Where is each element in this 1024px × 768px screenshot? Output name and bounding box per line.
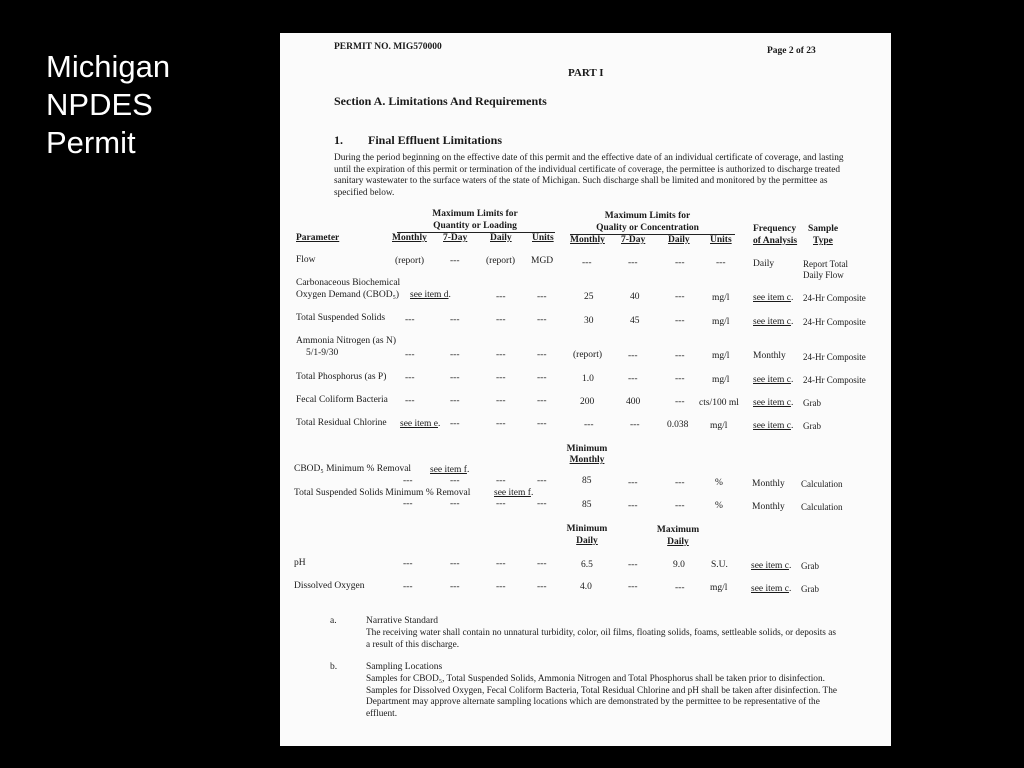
intro-paragraph: During the period beginning on the effective date of this permit and the effective date of an individual certificate of coverage, and lasting until the expiration of this permit or termination of the individual certificate of coverage, the permittee is authorized to discharge treated sanitary wastewater to the surface waters of the state of Michigan. Such discharge shall be limited and monitored by the permittee as specified below. [334, 153, 844, 198]
row-flow-q-monthly: (report) [395, 256, 425, 266]
item-b-title: Sampling Locations [366, 662, 443, 672]
row-flow-sample-1: Report Total [803, 259, 848, 269]
row-tssrem-q-7day: --- [450, 499, 460, 509]
row-cbod-frequency: see item c. [753, 293, 794, 303]
row-tp-q-monthly: --- [405, 373, 415, 383]
row-fc-q-units: --- [537, 396, 547, 406]
row-cbodrem-parameter: CBOD₅ Minimum % Removal [294, 464, 412, 474]
group1-line2: Quantity or Loading [433, 221, 517, 231]
col-parameter: Parameter [296, 233, 340, 243]
row-trc-see-item: see item e. [400, 419, 441, 429]
row-cbod-see-item: see item d. [410, 290, 451, 300]
row-tss-q-7day: --- [450, 315, 460, 325]
row-tssrem-frequency: Monthly [752, 502, 785, 512]
row-flow-frequency: Daily [753, 259, 775, 269]
row-cbodrem-c-units: % [715, 478, 723, 488]
row-nh3-q-units: --- [537, 350, 547, 360]
row-trc-q-daily: --- [496, 419, 506, 429]
page-number: Page 2 of 23 [767, 46, 816, 56]
col-daily-conc: Daily [668, 235, 690, 245]
row-nh3-sample: 24-Hr Composite [803, 352, 866, 362]
row-cbod-parameter-1: Carbonaceous Biochemical [296, 278, 401, 288]
row-cbod-c-monthly: 25 [584, 292, 594, 302]
row-tp-sample: 24-Hr Composite [803, 375, 866, 385]
scanned-permit-page [280, 33, 891, 746]
row-ph-q-daily: --- [496, 559, 506, 569]
row-flow-q-units: MGD [531, 256, 554, 266]
slide-title-line-2: NPDES [46, 87, 153, 122]
row-fc-c-daily: --- [675, 397, 685, 407]
row-tss-q-monthly: --- [405, 315, 415, 325]
row-trc-c-monthly: --- [584, 420, 594, 430]
row-nh3-q-7day: --- [450, 350, 460, 360]
row-do-c-max: --- [675, 583, 685, 593]
row-do-q-units: --- [537, 582, 547, 592]
row-cbodrem-c-7day: --- [628, 478, 638, 488]
row-tss-q-units: --- [537, 315, 547, 325]
group2-line2: Quality or Concentration [596, 223, 699, 233]
row-cbod-q-daily: --- [496, 292, 506, 302]
row-do-parameter: Dissolved Oxygen [294, 581, 365, 591]
row-tss-c-daily: --- [675, 316, 685, 326]
row-flow-c-monthly: --- [582, 258, 592, 268]
item-a-title: Narrative Standard [366, 616, 439, 626]
part-label: PART I [568, 67, 604, 79]
row-tp-c-monthly: 1.0 [582, 374, 594, 384]
row-do-q-7day: --- [450, 582, 460, 592]
row-ph-q-units: --- [537, 559, 547, 569]
row-flow-c-7day: --- [628, 258, 638, 268]
row-fc-q-daily: --- [496, 396, 506, 406]
heading-title: Final Effluent Limitations [368, 133, 503, 147]
row-do-sample: Grab [801, 584, 819, 594]
row-tss-c-monthly: 30 [584, 316, 594, 326]
row-nh3-q-daily: --- [496, 350, 506, 360]
max-daily-header-1: Maximum [656, 525, 700, 535]
row-trc-q-7day: --- [450, 419, 460, 429]
row-tssrem-sample: Calculation [801, 502, 843, 512]
row-ph-c-units: S.U. [711, 560, 728, 570]
min-daily-header-1: Minimum [566, 524, 608, 534]
row-ph-c-7day: --- [628, 560, 638, 570]
row-trc-q-units: --- [537, 419, 547, 429]
item-a-text: The receiving water shall contain no unnatural turbidity, color, oil films, floating solids, foams, settleable solids, or deposits as a result of this discharge. [366, 628, 836, 650]
row-do-q-monthly: --- [403, 582, 413, 592]
item-b-text: Samples for CBOD₅, Total Suspended Solids, Ammonia Nitrogen and Total Phosphorus shall be taken prior to disinfection. Samples for Dissolved Oxygen, Fecal Coliform Bacteria, Total Residual Chlorine and pH shall be taken after disinfection. The Department may approve alternate sampling locations which are demonstrated by the permittee to be representative of the effluent. [366, 674, 837, 719]
row-ph-c-min: 6.5 [581, 560, 593, 570]
row-flow-parameter: Flow [296, 255, 316, 265]
row-fc-q-7day: --- [450, 396, 460, 406]
row-nh3-c-units: mg/l [712, 351, 730, 361]
row-fc-q-monthly: --- [405, 396, 415, 406]
row-fc-c-units: cts/100 ml [699, 398, 739, 408]
item-a-label: a. [330, 616, 337, 626]
group1-line1: Maximum Limits for [432, 209, 518, 219]
row-nh3-q-monthly: --- [405, 350, 415, 360]
row-ph-q-monthly: --- [403, 559, 413, 569]
heading-number: 1. [334, 133, 343, 147]
row-trc-c-daily: 0.038 [667, 420, 689, 430]
col-monthly-conc: Monthly [570, 235, 605, 245]
row-tss-frequency: see item c. [753, 317, 794, 327]
frequency-header-2: of Analysis [753, 236, 798, 246]
row-ph-parameter: pH [294, 558, 306, 568]
row-nh3-frequency: Monthly [753, 351, 786, 361]
col-7day-conc: 7-Day [621, 235, 646, 245]
row-tp-c-units: mg/l [712, 375, 730, 385]
row-tss-c-7day: 45 [630, 316, 640, 326]
row-tss-sample: 24-Hr Composite [803, 317, 866, 327]
row-fc-sample: Grab [803, 398, 821, 408]
row-flow-q-7day: --- [450, 256, 460, 266]
row-cbodrem-see-item: see item f. [430, 465, 470, 475]
row-trc-sample: Grab [803, 421, 821, 431]
frequency-header: Frequency [753, 224, 797, 234]
row-tss-c-units: mg/l [712, 317, 730, 327]
row-cbodrem-frequency: Monthly [752, 479, 785, 489]
section-heading: Section A. Limitations And Requirements [334, 94, 547, 108]
row-tssrem-c-7day: --- [628, 501, 638, 511]
row-nh3-parameter-1: Ammonia Nitrogen (as N) [296, 336, 396, 346]
row-cbod-parameter-2: Oxygen Demand (CBOD₅) [296, 290, 400, 300]
group2-line1: Maximum Limits for [604, 211, 691, 221]
row-nh3-c-daily: --- [675, 351, 685, 361]
min-daily-header-2: Daily [576, 536, 598, 546]
row-tssrem-q-monthly: --- [403, 499, 413, 509]
item-b-label: b. [330, 662, 338, 672]
row-tp-parameter: Total Phosphorus (as P) [296, 372, 387, 382]
row-cbod-sample: 24-Hr Composite [803, 293, 866, 303]
row-tss-q-daily: --- [496, 315, 506, 325]
row-cbodrem-q-units: --- [537, 476, 547, 486]
row-trc-c-units: mg/l [710, 421, 728, 431]
row-do-c-min: 4.0 [580, 582, 592, 592]
row-do-c-units: mg/l [710, 583, 728, 593]
row-cbod-q-units: --- [537, 292, 547, 302]
min-monthly-header-2: Monthly [569, 455, 605, 465]
row-cbodrem-q-monthly: --- [403, 476, 413, 486]
col-7day: 7-Day [443, 233, 468, 243]
row-fc-c-7day: 400 [626, 397, 641, 407]
row-cbod-c-units: mg/l [712, 293, 730, 303]
row-do-c-7day: --- [628, 582, 638, 592]
sample-header: Sample [808, 224, 839, 234]
row-fc-frequency: see item c. [753, 398, 794, 408]
row-tss-parameter: Total Suspended Solids [296, 313, 386, 323]
slide-title-line-3: Permit [46, 125, 136, 160]
row-tp-q-7day: --- [450, 373, 460, 383]
col-monthly: Monthly [392, 233, 427, 243]
row-do-q-daily: --- [496, 582, 506, 592]
row-nh3-c-monthly: (report) [573, 350, 603, 360]
row-ph-frequency: see item c. [751, 561, 792, 571]
row-do-frequency: see item c. [751, 584, 792, 594]
row-tssrem-parameter: Total Suspended Solids Minimum % Removal [294, 488, 471, 498]
permit-number: PERMIT NO. MIG570000 [334, 42, 442, 52]
row-tssrem-c-daily: --- [675, 501, 685, 511]
row-tssrem-q-units: --- [537, 499, 547, 509]
row-cbodrem-q-7day: --- [450, 476, 460, 486]
row-cbodrem-c-daily: --- [675, 478, 685, 488]
row-cbodrem-sample: Calculation [801, 479, 843, 489]
row-tssrem-q-daily: --- [496, 499, 506, 509]
min-monthly-header-1: Minimum [566, 444, 608, 454]
row-tssrem-see-item: see item f. [494, 488, 534, 498]
row-cbod-c-daily: --- [675, 292, 685, 302]
row-cbodrem-c-monthly: 85 [582, 476, 592, 486]
row-tp-c-7day: --- [628, 374, 638, 384]
row-fc-parameter: Fecal Coliform Bacteria [296, 395, 388, 405]
row-tssrem-c-monthly: 85 [582, 500, 592, 510]
row-flow-c-daily: --- [675, 258, 685, 268]
row-trc-c-7day: --- [630, 420, 640, 430]
row-tp-q-units: --- [537, 373, 547, 383]
slide-title [46, 48, 170, 162]
row-flow-c-units: --- [716, 258, 726, 268]
row-ph-c-max: 9.0 [673, 560, 685, 570]
row-flow-q-daily: (report) [486, 256, 516, 266]
col-daily: Daily [490, 233, 512, 243]
col-units: Units [532, 233, 554, 243]
max-daily-header-2: Daily [667, 537, 689, 547]
row-nh3-c-7day: --- [628, 351, 638, 361]
row-cbodrem-q-daily: --- [496, 476, 506, 486]
row-tssrem-c-units: % [715, 501, 723, 511]
slide-title-line-1: Michigan [46, 49, 171, 84]
row-cbod-c-7day: 40 [630, 292, 640, 302]
row-tp-c-daily: --- [675, 374, 685, 384]
row-tp-q-daily: --- [496, 373, 506, 383]
sample-header-2: Type [813, 236, 833, 246]
row-trc-parameter: Total Residual Chlorine [296, 418, 387, 428]
row-ph-sample: Grab [801, 561, 819, 571]
row-trc-frequency: see item c. [753, 421, 794, 431]
row-tp-frequency: see item c. [753, 375, 794, 385]
row-fc-c-monthly: 200 [580, 397, 595, 407]
row-flow-sample-2: Daily Flow [803, 270, 844, 280]
row-nh3-parameter-2: 5/1-9/30 [306, 348, 339, 358]
col-units-conc: Units [710, 235, 732, 245]
row-ph-q-7day: --- [450, 559, 460, 569]
